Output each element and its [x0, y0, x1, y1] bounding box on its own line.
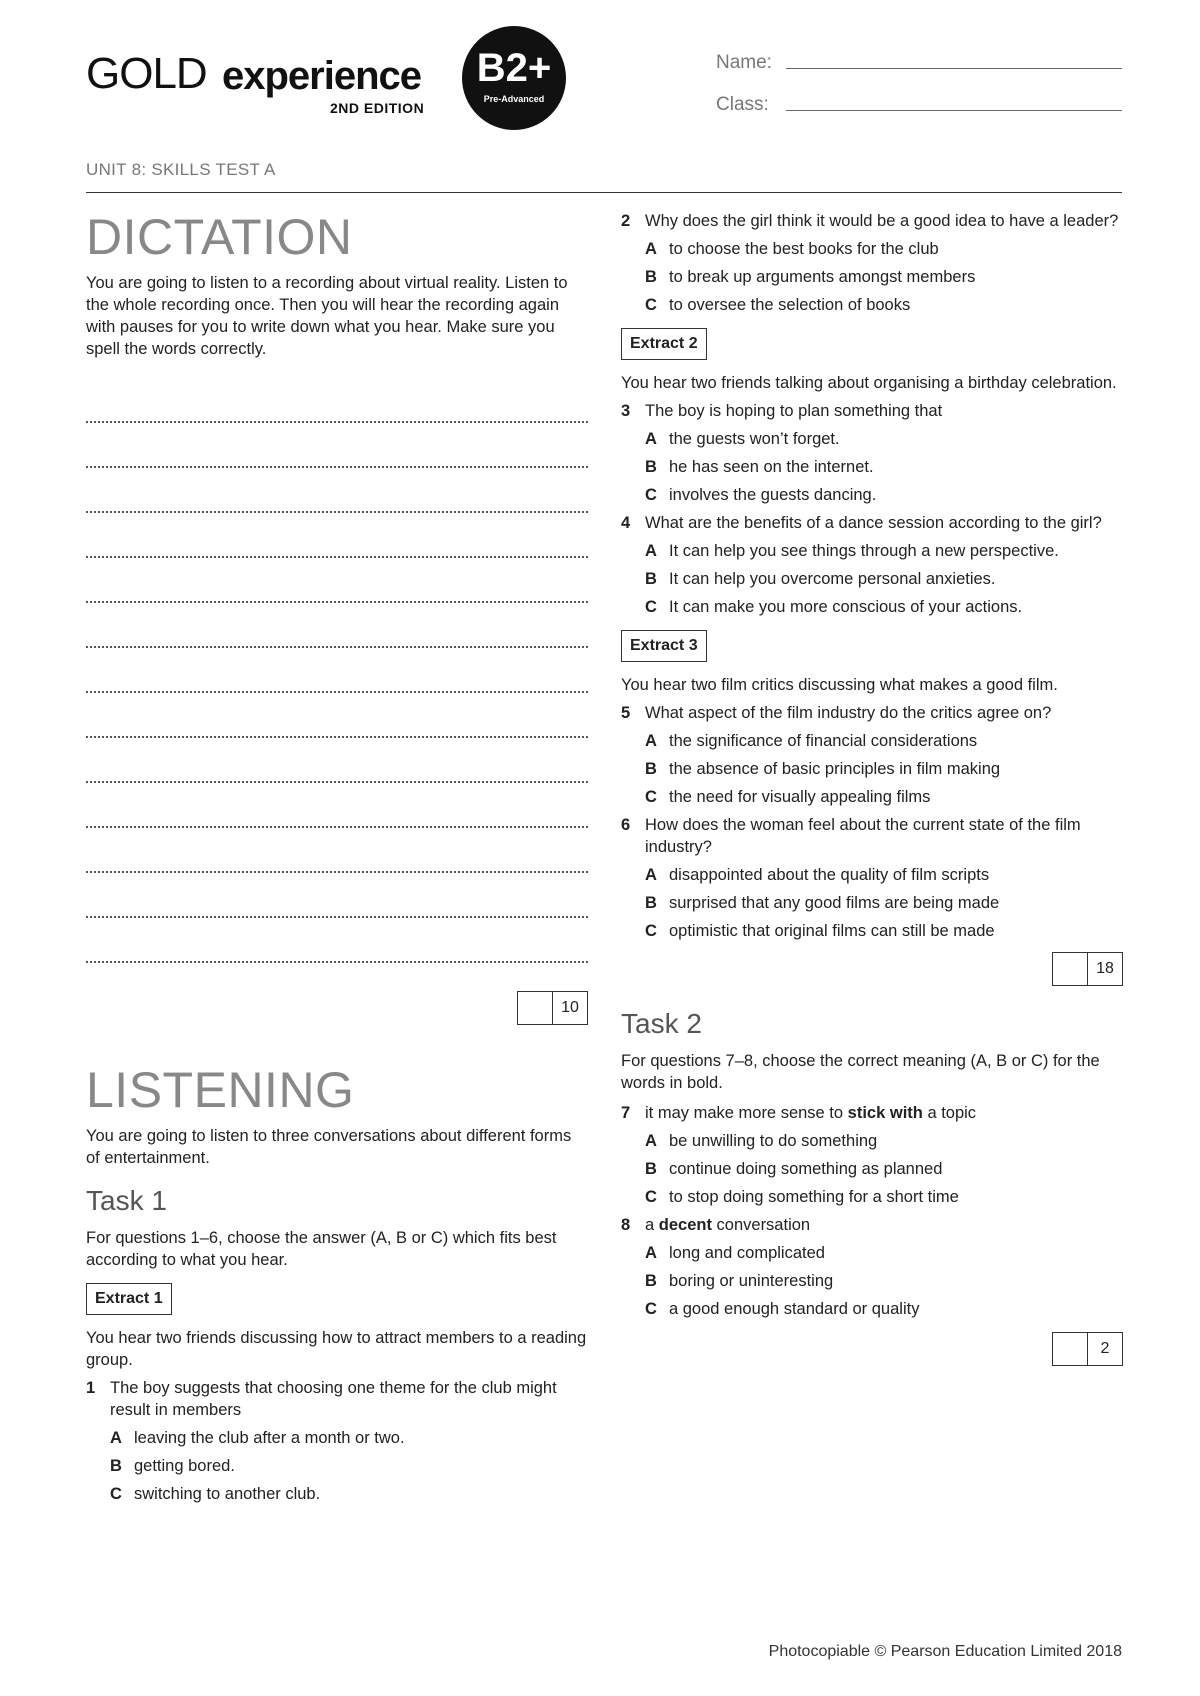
score-entry[interactable] — [518, 992, 553, 1024]
q7-option-c[interactable]: C to stop doing something for a short time — [645, 1188, 959, 1206]
question-4: 4 What are the benefits of a dance session according to the girl? — [621, 514, 1102, 532]
q3-option-a[interactable]: A the guests won’t forget. — [645, 430, 840, 448]
q2-option-b[interactable]: B to break up arguments amongst members — [645, 268, 976, 286]
dictation-line[interactable] — [86, 378, 588, 423]
extract3-label: Extract 3 — [621, 630, 707, 662]
score-entry[interactable] — [1053, 953, 1088, 985]
task1-heading: Task 1 — [86, 1185, 167, 1216]
dictation-line[interactable] — [86, 468, 588, 513]
extract3-context: You hear two film critics discussing what makes a good film. — [621, 676, 1058, 694]
dictation-line[interactable] — [86, 918, 588, 963]
task2-score-total: 2 — [1100, 1340, 1110, 1357]
q4-option-a[interactable]: A It can help you see things through a new perspective. — [645, 542, 1059, 560]
logo-gold: GOLD — [86, 49, 207, 98]
badge-sub: Pre-Advanced — [483, 94, 545, 104]
extract2-label: Extract 2 — [621, 328, 707, 360]
extract1-label: Extract 1 — [86, 1283, 172, 1315]
q1-option-b[interactable]: B getting bored. — [110, 1457, 235, 1475]
name-label: Name: — [716, 52, 772, 73]
q7-bold-phrase: stick with — [847, 1104, 923, 1122]
question-7: 7 it may make more sense to stick with a topic — [621, 1104, 977, 1122]
q2-option-c[interactable]: C to oversee the selection of books — [645, 296, 911, 314]
q8-option-b[interactable]: B boring or uninteresting — [645, 1272, 834, 1290]
question-1: 1 The boy suggests that choosing one theme for the club might result in members — [86, 1379, 557, 1419]
copyright-footer: Photocopiable © Pearson Education Limited 2018 — [768, 1643, 1122, 1660]
task2-score-box — [621, 1332, 1123, 1366]
extract1-context: You hear two friends discussing how to attract members to a reading group. — [86, 1329, 587, 1369]
q4-option-c[interactable]: C It can make you more conscious of your actions. — [645, 598, 1023, 616]
dictation-line[interactable] — [86, 513, 588, 558]
q7-option-a[interactable]: A be unwilling to do something — [645, 1132, 878, 1150]
dictation-line[interactable] — [86, 738, 588, 783]
q8-option-c[interactable]: C a good enough standard or quality — [645, 1300, 920, 1318]
q7-option-b[interactable]: B continue doing something as planned — [645, 1160, 943, 1178]
task2-instruction: For questions 7–8, choose the correct meaning (A, B or C) for the words in bold. — [621, 1052, 1100, 1092]
task1-score-total: 18 — [1096, 960, 1114, 977]
logo-experience: experience — [222, 54, 422, 98]
name-field[interactable] — [786, 68, 1122, 69]
dictation-line[interactable] — [86, 693, 588, 738]
q5-option-c[interactable]: C the need for visually appealing films — [645, 788, 931, 806]
question-8: 8 a decent conversation — [621, 1216, 811, 1234]
dictation-line[interactable] — [86, 423, 588, 468]
q3-option-c[interactable]: C involves the guests dancing. — [645, 486, 877, 504]
question-3: 3 The boy is hoping to plan something that — [621, 402, 943, 420]
dictation-heading: DICTATION — [86, 209, 353, 265]
question-5: 5 What aspect of the film industry do the critics agree on? — [621, 704, 1052, 722]
header-divider — [86, 192, 1122, 193]
task2-heading: Task 2 — [621, 1008, 702, 1039]
dictation-line[interactable] — [86, 648, 588, 693]
dictation-lines — [86, 378, 588, 963]
score-entry[interactable] — [1053, 1333, 1088, 1365]
unit-title: UNIT 8: SKILLS TEST A — [86, 160, 276, 179]
class-field[interactable] — [786, 110, 1122, 111]
q1-option-a[interactable]: A leaving the club after a month or two. — [110, 1429, 405, 1447]
q8-option-a[interactable]: A long and complicated — [645, 1244, 825, 1262]
level-badge — [462, 26, 566, 130]
listening-heading: LISTENING — [86, 1062, 355, 1118]
task1-score-box — [621, 952, 1123, 986]
q6-option-a[interactable]: A disappointed about the quality of film scripts — [645, 866, 990, 884]
q1-option-c[interactable]: C switching to another club. — [110, 1485, 321, 1503]
dictation-line[interactable] — [86, 558, 588, 603]
q5-option-b[interactable]: B the absence of basic principles in film making — [645, 760, 1001, 778]
listening-intro: You are going to listen to three conversations about different forms of entertainment. — [86, 1127, 572, 1167]
q4-option-b[interactable]: B It can help you overcome personal anxieties. — [645, 570, 996, 588]
dictation-intro: You are going to listen to a recording about virtual reality. Listen to the whole recording once. Then you will hear the recording again with pauses for you to write down what you hear. Make sure you spell the words correctly. — [86, 274, 568, 358]
dictation-line[interactable] — [86, 873, 588, 918]
left-column — [86, 210, 588, 1511]
q3-option-b[interactable]: B he has seen on the internet. — [645, 458, 874, 476]
q5-option-a[interactable]: A the significance of financial considerations — [645, 732, 978, 750]
class-label: Class: — [716, 94, 769, 115]
right-column — [621, 210, 1123, 1366]
q6-option-b[interactable]: B surprised that any good films are being made — [645, 894, 1000, 912]
dictation-score-total: 10 — [561, 999, 579, 1016]
dictation-line[interactable] — [86, 828, 588, 873]
q8-bold-word: decent — [658, 1216, 712, 1234]
dictation-line[interactable] — [86, 603, 588, 648]
q2-option-a[interactable]: A to choose the best books for the club — [645, 240, 939, 258]
q6-option-c[interactable]: C optimistic that original films can still be made — [645, 922, 995, 940]
dictation-score-box — [86, 991, 588, 1025]
badge-level: B2+ — [476, 46, 552, 90]
logo-edition: 2ND EDITION — [330, 100, 425, 116]
question-2: 2 Why does the girl think it would be a good idea to have a leader? — [621, 212, 1119, 230]
question-6: 6 How does the woman feel about the current state of the film industry? — [621, 816, 1081, 856]
task1-instruction: For questions 1–6, choose the answer (A, B or C) which fits best according to what you hear. — [86, 1229, 557, 1269]
dictation-line[interactable] — [86, 783, 588, 828]
extract2-context: You hear two friends talking about organising a birthday celebration. — [621, 374, 1117, 392]
